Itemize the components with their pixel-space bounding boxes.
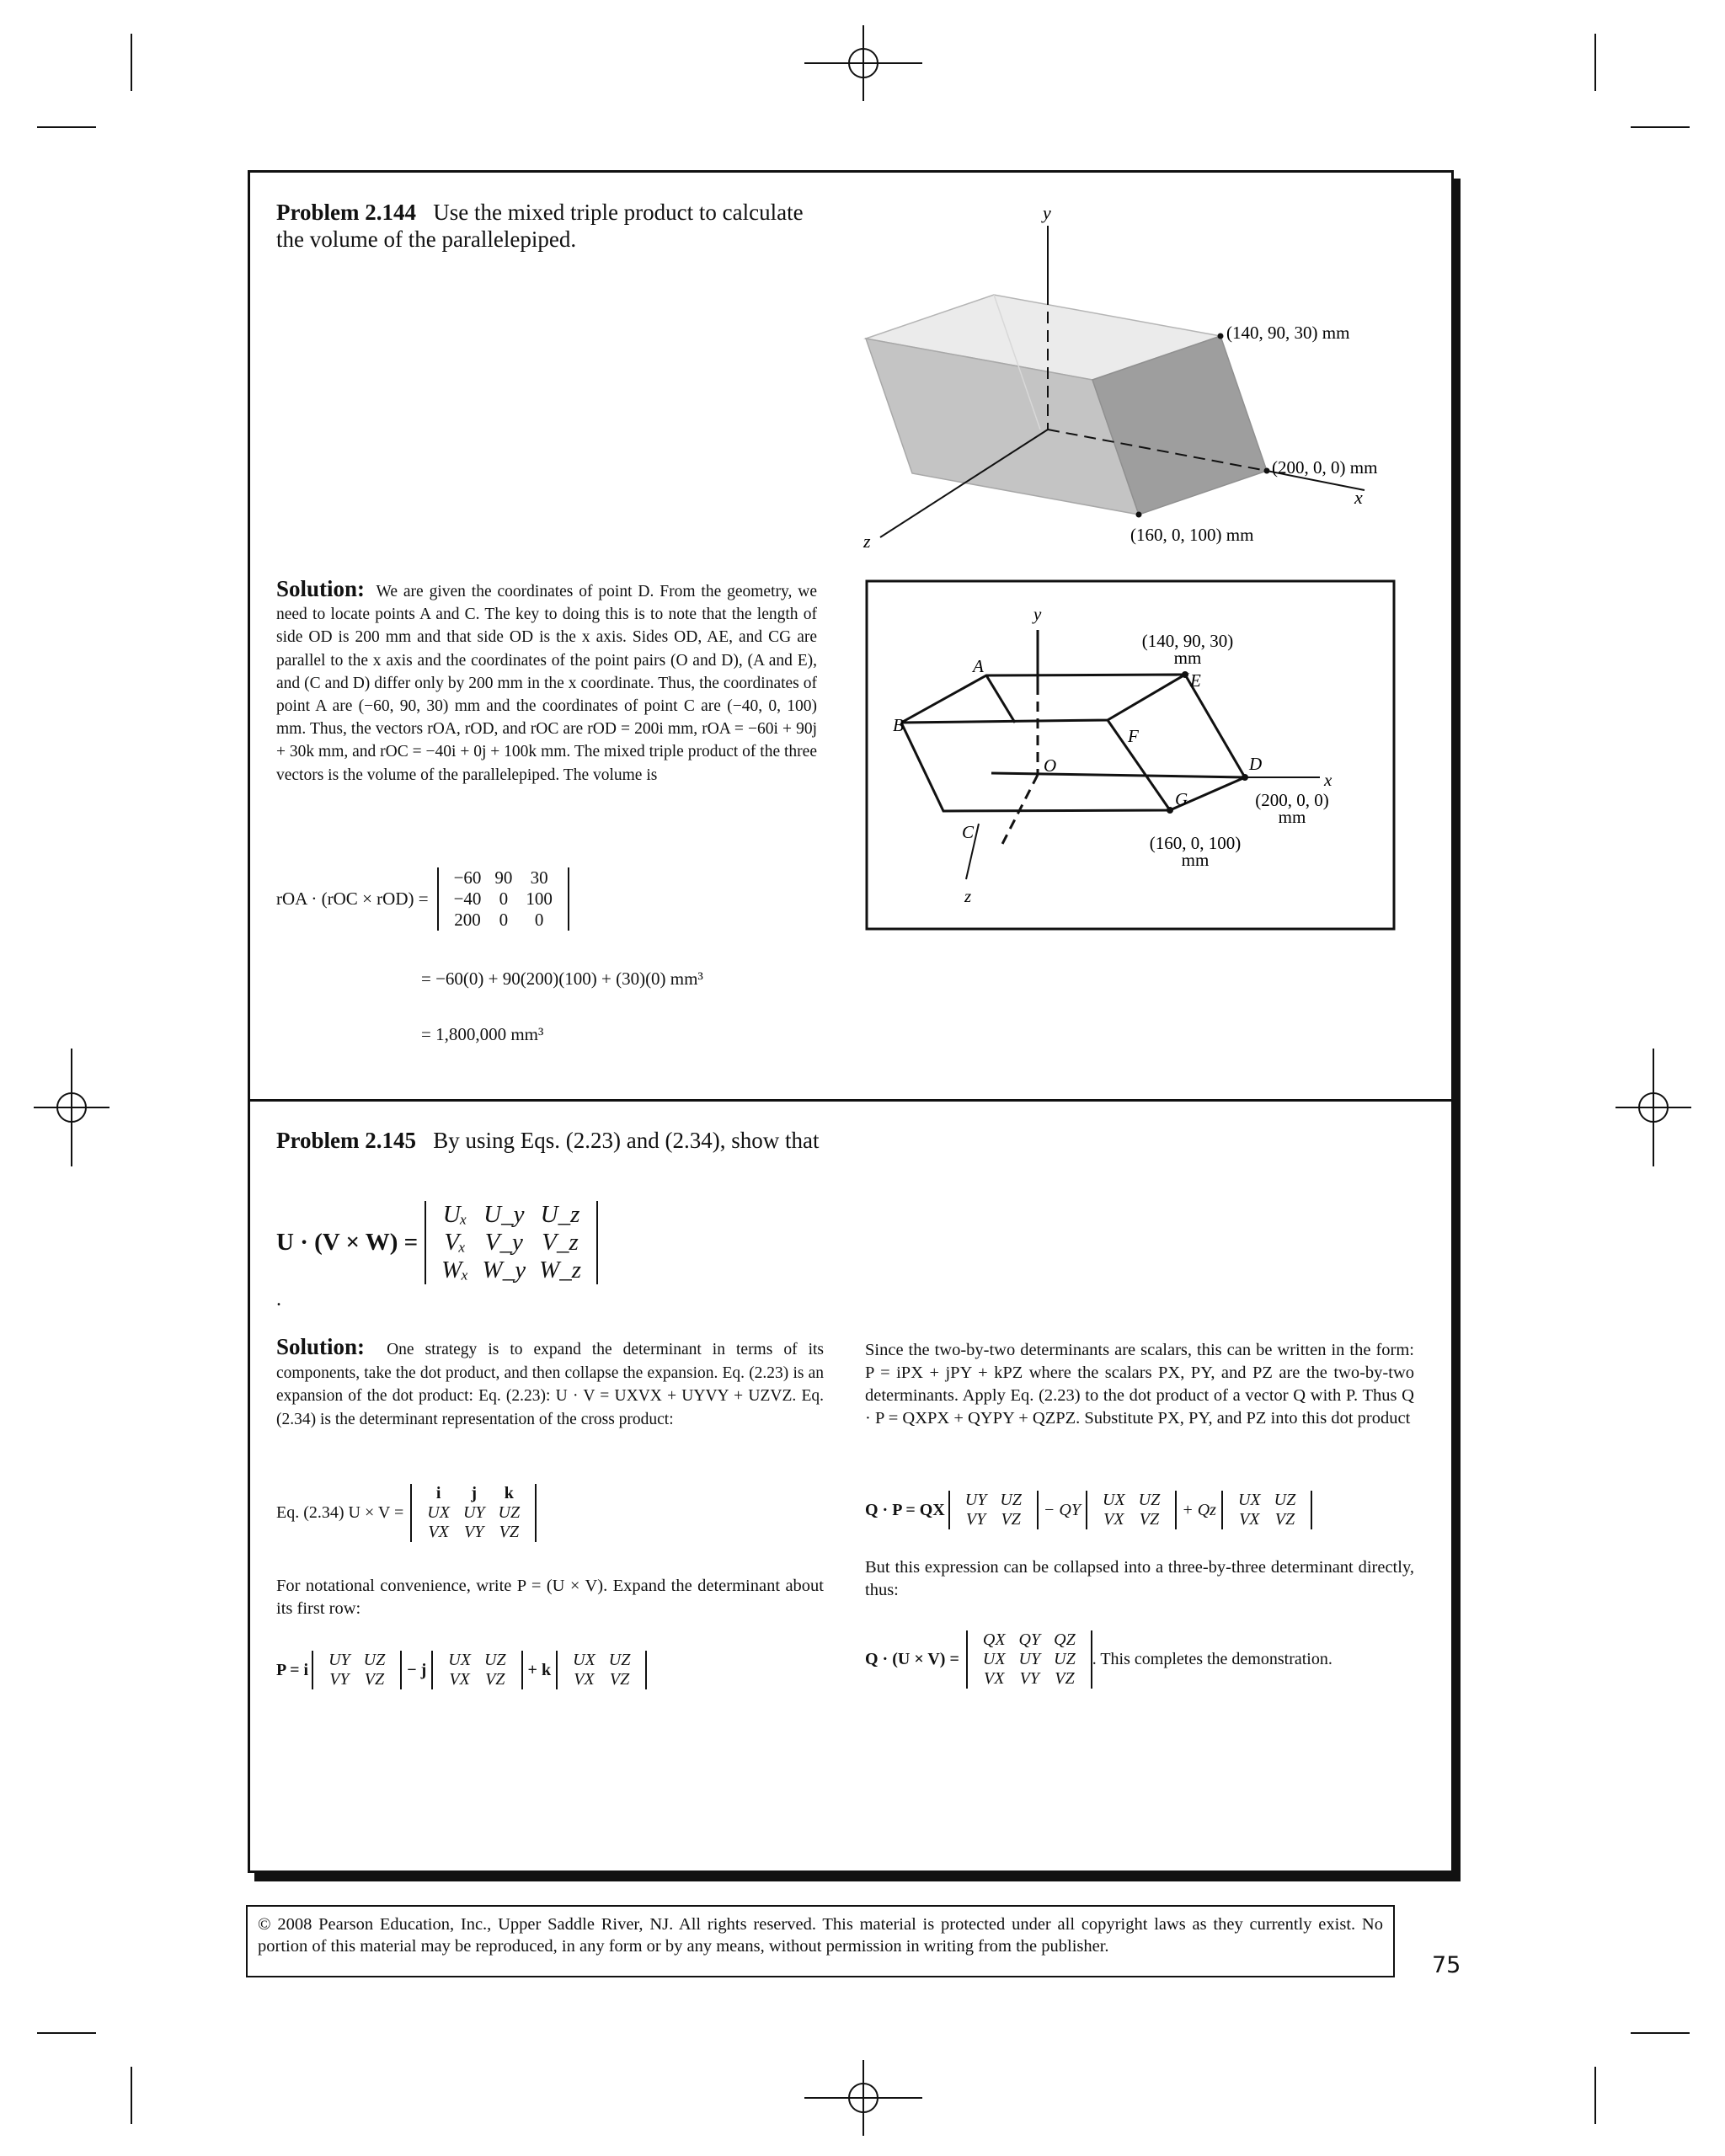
- crop-mark: [1594, 34, 1596, 91]
- crop-mark: [1631, 2032, 1690, 2034]
- operator: − QY: [1043, 1500, 1081, 1519]
- crop-mark: [37, 2032, 96, 2034]
- det-cell: VZ: [1055, 1669, 1075, 1688]
- det-cell: UY: [328, 1651, 350, 1669]
- crop-mark: [1594, 2067, 1596, 2124]
- det-cell: UZ: [1138, 1491, 1161, 1509]
- det-cell: 0: [499, 889, 509, 909]
- det-cell: U_z: [540, 1201, 580, 1228]
- point-label-a: A: [973, 656, 984, 676]
- registration-mark-icon: [34, 1049, 109, 1166]
- problem-heading: Problem 2.145: [276, 1128, 416, 1153]
- determinant: [556, 1651, 647, 1689]
- det-cell: VZ: [1139, 1510, 1160, 1529]
- point-label-c: C: [962, 822, 975, 842]
- det-cell: UZ: [498, 1503, 521, 1522]
- det-cell: UZ: [363, 1651, 386, 1669]
- det-cell: Vₓ: [444, 1229, 467, 1256]
- det-cell: VY: [329, 1670, 350, 1689]
- problem-heading: Problem 2.144: [276, 200, 416, 225]
- solution-text: We are given the coordinates of point D. From the geometry, we need to locate points A and C. The key to doing this is to note that the length of side OD is 200 mm and that side OD is the x axis. Sides OD, AE, and CG are parallel to the x axis and the coordinates of the point pairs (O and D), (A and E), and (C and D) differ only by 200 mm in the x coordinate. Thus, the coordinates of point A are (−60, 90, 30) mm and the coordinates of point C are (−40, 0, 100) mm. Thus, the vectors rOA, rOD, and rOC are rOD = 200i mm, rOA = −60i + 90j + 30k mm, and rOC = −40i + 0j + 100k mm. The mixed triple product of the three vectors is the volume of the parallelepiped. The volume is: [276, 583, 817, 784]
- registration-mark-icon: [1616, 1049, 1691, 1166]
- copyright-notice: © 2008 Pearson Education, Inc., Upper Saddle River, NJ. All rights reserved. This material is protected under all copyright laws as they currently exist. No portion of this material may be reproduced, in any form or by any means, without permission in writing from the publisher.: [246, 1905, 1395, 1977]
- det-cell: VX: [428, 1523, 449, 1541]
- det-cell: UX: [1102, 1491, 1125, 1509]
- det-cell: VX: [983, 1669, 1005, 1688]
- problem-prompt: By using Eqs. (2.23) and (2.34), show that: [433, 1128, 820, 1153]
- det-cell: UX: [573, 1651, 595, 1669]
- det-cell: UZ: [1054, 1650, 1076, 1668]
- determinant-table: [976, 1630, 1082, 1689]
- det-cell: i: [435, 1484, 441, 1502]
- determinant: [966, 1630, 1092, 1689]
- p-expansion-equation: [276, 1651, 647, 1689]
- operator: + k: [527, 1660, 552, 1679]
- det-cell: 0: [499, 910, 509, 930]
- crop-mark: [131, 34, 132, 91]
- det-cell: 90: [494, 867, 513, 888]
- equation-lhs: Q · P = QX: [865, 1500, 945, 1519]
- det-cell: 0: [534, 910, 544, 930]
- determinant-table: [566, 1651, 637, 1689]
- axis-label-x: x: [1354, 487, 1363, 508]
- det-cell: VX: [1103, 1510, 1124, 1529]
- determinant-table: [1096, 1491, 1167, 1529]
- coord-label: (160, 0, 100): [1149, 833, 1242, 853]
- determinant: [312, 1651, 402, 1689]
- det-cell: −60: [453, 867, 482, 888]
- determinant-table: [959, 1491, 1028, 1529]
- point-label-g: G: [1175, 789, 1188, 809]
- coord-label: (200, 0, 0): [1255, 790, 1329, 810]
- trailing-period: .: [276, 1289, 281, 1310]
- equation-lhs: Eq. (2.34) U × V =: [276, 1503, 404, 1522]
- triple-product-identity: [276, 1201, 598, 1284]
- axis-label-x: x: [1324, 770, 1332, 790]
- equation-lhs: rOA · (rOC × rOD) =: [276, 889, 429, 909]
- crop-mark: [131, 2067, 132, 2124]
- det-cell: Wₓ: [441, 1257, 469, 1283]
- solution-label: Solution:: [276, 576, 366, 601]
- scalar-form-paragraph: Since the two-by-two determinants are scalars, this can be written in the form: P = iPX + jPY + kPZ where the scalars PX, PY, and PZ are the two-by-two determinants. Apply Eq. (2.23) to the dot product of a vector Q with P. Thus Q · P = QXPX + QYPY + QZPZ. Substitute PX, PY, and PZ into this dot product: [865, 1341, 1414, 1428]
- axis-label-z: z: [964, 886, 972, 906]
- coord-label: mm: [1173, 648, 1202, 668]
- parallelepiped-figure: [834, 194, 1407, 556]
- det-cell: W_y: [482, 1257, 526, 1283]
- page-number: 75: [1432, 1952, 1461, 1978]
- solution-label: Solution:: [276, 1334, 366, 1359]
- volume-determinant-equation: [276, 867, 569, 931]
- determinant: [1086, 1491, 1177, 1529]
- final-determinant-equation: [865, 1630, 1332, 1689]
- det-cell: 100: [526, 889, 553, 909]
- equation-lhs: U · (V × W) =: [276, 1229, 419, 1256]
- q-dot-p-expansion: [865, 1491, 1312, 1529]
- determinant-table: [1231, 1491, 1302, 1529]
- determinant-table: [322, 1651, 392, 1689]
- determinant: [437, 867, 569, 931]
- determinant-table: [435, 1201, 588, 1284]
- det-cell: VZ: [1274, 1510, 1295, 1529]
- det-cell: QZ: [1054, 1630, 1076, 1649]
- section-divider: [248, 1099, 1454, 1102]
- det-cell: UX: [448, 1651, 471, 1669]
- det-cell: VY: [965, 1510, 986, 1529]
- det-cell: j: [471, 1484, 478, 1502]
- det-cell: UX: [1237, 1491, 1261, 1509]
- det-cell: VZ: [609, 1670, 630, 1689]
- coord-label: mm: [1181, 850, 1210, 870]
- det-cell: VZ: [1001, 1510, 1021, 1529]
- det-cell: Uₓ: [442, 1201, 467, 1228]
- labeled-parallelepiped-figure: [865, 579, 1396, 933]
- det-cell: V_y: [484, 1229, 523, 1256]
- det-cell: UY: [462, 1503, 485, 1522]
- det-cell: 200: [454, 910, 481, 930]
- det-cell: QX: [982, 1630, 1006, 1649]
- coord-label: (140, 90, 30) mm: [1226, 323, 1350, 343]
- point-label-f: F: [1128, 726, 1139, 746]
- det-cell: UY: [1018, 1650, 1041, 1668]
- point-label-o: O: [1044, 755, 1057, 776]
- collapse-paragraph: But this expression can be collapsed into a three-by-three determinant directly, thus:: [865, 1558, 1414, 1599]
- det-cell: VX: [1239, 1510, 1260, 1529]
- closing-text: . This completes the demonstration.: [1092, 1650, 1332, 1668]
- point-label-d: D: [1249, 754, 1263, 774]
- determinant: [431, 1651, 522, 1689]
- problem-2-144-prompt: [276, 199, 832, 253]
- det-cell: QY: [1018, 1630, 1041, 1649]
- det-cell: UZ: [1000, 1491, 1022, 1509]
- volume-result: = 1,800,000 mm³: [421, 1024, 544, 1044]
- det-cell: VY: [464, 1523, 484, 1541]
- det-cell: UY: [964, 1491, 987, 1509]
- equation-lhs: P = i: [276, 1660, 309, 1679]
- det-cell: 30: [530, 867, 548, 888]
- solution-2-144: [276, 578, 817, 787]
- det-cell: V_z: [542, 1229, 579, 1256]
- volume-expansion: = −60(0) + 90(200)(100) + (30)(0) mm³: [421, 969, 703, 989]
- cross-product-determinant: [276, 1484, 537, 1542]
- determinant-table: [441, 1651, 512, 1689]
- registration-mark-icon: [804, 25, 922, 101]
- registration-mark-icon: [804, 2060, 922, 2136]
- coord-label: mm: [1278, 807, 1306, 827]
- det-cell: UZ: [608, 1651, 631, 1669]
- det-cell: k: [504, 1484, 514, 1502]
- determinant: [1221, 1491, 1312, 1529]
- coord-label: (140, 90, 30): [1141, 631, 1234, 651]
- coord-label: (200, 0, 0) mm: [1272, 457, 1378, 478]
- det-cell: VZ: [485, 1670, 505, 1689]
- det-cell: VY: [1019, 1669, 1039, 1688]
- det-cell: VX: [574, 1670, 595, 1689]
- point-label-e: E: [1190, 670, 1201, 691]
- operator: − j: [407, 1660, 427, 1679]
- point-label-b: B: [893, 715, 904, 735]
- notation-paragraph: For notational convenience, write P = (U × V). Expand the determinant about its first row:: [276, 1577, 824, 1618]
- det-cell: VX: [449, 1670, 470, 1689]
- equation-lhs: Q · (U × V) =: [865, 1650, 959, 1668]
- determinant: [410, 1484, 537, 1542]
- det-cell: VZ: [499, 1523, 519, 1541]
- axis-label-y: y: [1033, 604, 1042, 624]
- determinant: [425, 1201, 598, 1284]
- problem-2-145-prompt: [276, 1127, 832, 1154]
- det-cell: UZ: [1274, 1491, 1296, 1509]
- determinant: [948, 1491, 1039, 1529]
- solution-text: One strategy is to expand the determinant in terms of its components, take the dot product, and then collapse the expansion. Eq. (2.23) is an expansion of the dot product: Eq. (2.23): U · V = UXVX + UYVY + UZVZ. Eq. (2.34) is the determinant representation of the cross product:: [276, 1341, 825, 1428]
- det-cell: UZ: [483, 1651, 506, 1669]
- coord-label: (160, 0, 100) mm: [1130, 525, 1254, 545]
- determinant-table: [447, 867, 559, 931]
- problem-prompt: Use the mixed triple product to calculate the volume of the parallelepiped.: [276, 200, 804, 252]
- operator: + Qz: [1182, 1500, 1216, 1519]
- det-cell: UX: [427, 1503, 450, 1522]
- crop-mark: [37, 126, 96, 128]
- det-cell: UX: [982, 1650, 1006, 1668]
- crop-mark: [1631, 126, 1690, 128]
- det-cell: −40: [453, 889, 482, 909]
- axis-label-y: y: [1043, 202, 1051, 223]
- det-cell: W_z: [539, 1257, 582, 1283]
- det-cell: VZ: [364, 1670, 385, 1689]
- det-cell: U_y: [483, 1201, 525, 1228]
- determinant-table: [420, 1484, 526, 1542]
- axis-label-z: z: [863, 531, 871, 552]
- solution-2-145-intro: [276, 1336, 824, 1431]
